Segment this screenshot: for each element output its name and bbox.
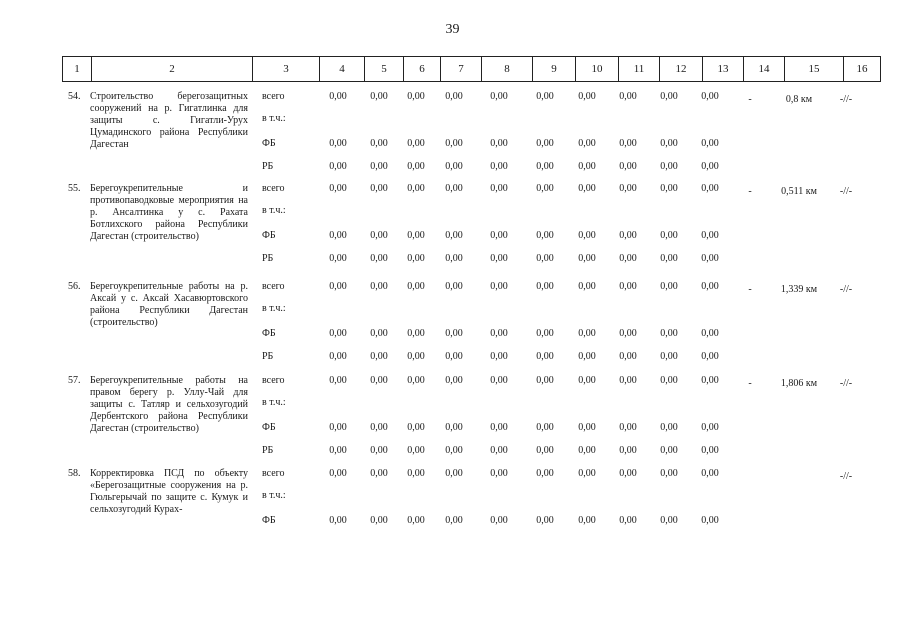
value-cell-col-10: 0,00 [578, 375, 596, 386]
value-cell-col-5: 0,00 [370, 138, 388, 149]
value-cell-col-5: 0,00 [370, 422, 388, 433]
value-cell-col-10: 0,00 [578, 328, 596, 339]
value-cell-col-7: 0,00 [445, 351, 463, 362]
value-cell-col-12: 0,00 [660, 468, 678, 479]
value-cell-col-4: 0,00 [329, 183, 347, 194]
value-cell-col-8: 0,00 [490, 91, 508, 102]
value-cell-col-13: 0,00 [701, 468, 719, 479]
value-cell-col-11: 0,00 [619, 515, 637, 526]
value-cell-col-6: 0,00 [407, 161, 425, 172]
value-cell-col-10: 0,00 [578, 351, 596, 362]
funding-label: всего [262, 183, 285, 194]
funding-label: в т.ч.: [262, 303, 286, 314]
funding-label: всего [262, 281, 285, 292]
funding-label: всего [262, 375, 285, 386]
value-cell-col-9: 0,00 [536, 375, 554, 386]
funding-label: ФБ [262, 230, 276, 241]
value-cell-col-11: 0,00 [619, 253, 637, 264]
value-cell-col-11: 0,00 [619, 230, 637, 241]
value-cell-col-9: 0,00 [536, 138, 554, 149]
value-cell-col-13: 0,00 [701, 91, 719, 102]
value-cell-col-5: 0,00 [370, 515, 388, 526]
value-cell-col-12: 0,00 [660, 91, 678, 102]
value-cell-col-5: 0,00 [370, 161, 388, 172]
col14-cell: - [748, 186, 752, 197]
column-header-table [62, 56, 881, 82]
value-cell-col-10: 0,00 [578, 253, 596, 264]
length-cell: 1,806 км [780, 378, 818, 389]
value-cell-col-11: 0,00 [619, 468, 637, 479]
length-cell: 0,8 км [785, 94, 813, 105]
value-cell-col-4: 0,00 [329, 253, 347, 264]
funding-label: в т.ч.: [262, 397, 286, 408]
funding-label: РБ [262, 161, 274, 172]
header-row [63, 57, 881, 82]
value-cell-col-8: 0,00 [490, 422, 508, 433]
header-cell-5: 5 [365, 57, 404, 82]
value-cell-col-6: 0,00 [407, 515, 425, 526]
value-cell-col-12: 0,00 [660, 230, 678, 241]
value-cell-col-12: 0,00 [660, 183, 678, 194]
value-cell-col-6: 0,00 [407, 468, 425, 479]
header-cell-16: 16 [844, 57, 881, 82]
value-cell-col-7: 0,00 [445, 468, 463, 479]
funding-label: РБ [262, 445, 274, 456]
object-description: Берегоукрепительные работы на правом берегу р. Уллу-Чай для защиты с. Татляр и сельхозугодий Дербентского района Республики Дагестан (строительство) [90, 375, 248, 434]
value-cell-col-8: 0,00 [490, 230, 508, 241]
value-cell-col-10: 0,00 [578, 281, 596, 292]
value-cell-col-6: 0,00 [407, 230, 425, 241]
value-cell-col-9: 0,00 [536, 230, 554, 241]
value-cell-col-13: 0,00 [701, 445, 719, 456]
value-cell-col-8: 0,00 [490, 351, 508, 362]
value-cell-col-6: 0,00 [407, 375, 425, 386]
value-cell-col-13: 0,00 [701, 183, 719, 194]
value-cell-col-5: 0,00 [370, 351, 388, 362]
value-cell-col-5: 0,00 [370, 281, 388, 292]
funding-label: ФБ [262, 138, 276, 149]
value-cell-col-7: 0,00 [445, 445, 463, 456]
value-cell-col-11: 0,00 [619, 375, 637, 386]
value-cell-col-11: 0,00 [619, 445, 637, 456]
row-number: 58. [68, 468, 81, 479]
value-cell-col-13: 0,00 [701, 230, 719, 241]
value-cell-col-9: 0,00 [536, 351, 554, 362]
header-cell-12: 12 [660, 57, 703, 82]
value-cell-col-7: 0,00 [445, 281, 463, 292]
row-number: 57. [68, 375, 81, 386]
value-cell-col-12: 0,00 [660, 375, 678, 386]
value-cell-col-5: 0,00 [370, 445, 388, 456]
header-cell-10: 10 [576, 57, 619, 82]
row-number: 56. [68, 281, 81, 292]
value-cell-col-13: 0,00 [701, 138, 719, 149]
value-cell-col-9: 0,00 [536, 445, 554, 456]
col16-cell: -//- [839, 186, 853, 197]
funding-label: всего [262, 91, 285, 102]
value-cell-col-10: 0,00 [578, 138, 596, 149]
value-cell-col-4: 0,00 [329, 91, 347, 102]
value-cell-col-11: 0,00 [619, 91, 637, 102]
funding-label: всего [262, 468, 285, 479]
funding-label: ФБ [262, 515, 276, 526]
value-cell-col-13: 0,00 [701, 161, 719, 172]
col16-cell: -//- [839, 94, 853, 105]
value-cell-col-7: 0,00 [445, 91, 463, 102]
value-cell-col-11: 0,00 [619, 328, 637, 339]
value-cell-col-12: 0,00 [660, 351, 678, 362]
value-cell-col-12: 0,00 [660, 445, 678, 456]
value-cell-col-4: 0,00 [329, 281, 347, 292]
value-cell-col-12: 0,00 [660, 138, 678, 149]
value-cell-col-6: 0,00 [407, 351, 425, 362]
value-cell-col-8: 0,00 [490, 515, 508, 526]
value-cell-col-8: 0,00 [490, 468, 508, 479]
value-cell-col-5: 0,00 [370, 253, 388, 264]
funding-label: ФБ [262, 422, 276, 433]
object-description: Берегоукрепительные работы на р. Аксай у с. Аксай Хасавюртовского района Республики Дагестан (строительство) [90, 281, 248, 328]
value-cell-col-13: 0,00 [701, 281, 719, 292]
value-cell-col-7: 0,00 [445, 422, 463, 433]
value-cell-col-12: 0,00 [660, 422, 678, 433]
value-cell-col-9: 0,00 [536, 91, 554, 102]
value-cell-col-12: 0,00 [660, 281, 678, 292]
row-number: 55. [68, 183, 81, 194]
value-cell-col-6: 0,00 [407, 445, 425, 456]
value-cell-col-8: 0,00 [490, 445, 508, 456]
value-cell-col-4: 0,00 [329, 230, 347, 241]
page-number: 39 [445, 22, 460, 37]
value-cell-col-4: 0,00 [329, 515, 347, 526]
value-cell-col-4: 0,00 [329, 375, 347, 386]
value-cell-col-6: 0,00 [407, 183, 425, 194]
value-cell-col-6: 0,00 [407, 328, 425, 339]
value-cell-col-7: 0,00 [445, 138, 463, 149]
value-cell-col-13: 0,00 [701, 375, 719, 386]
funding-label: ФБ [262, 328, 276, 339]
funding-label: в т.ч.: [262, 490, 286, 501]
value-cell-col-9: 0,00 [536, 253, 554, 264]
object-description: Строительство берегозащитных сооружений на р. Гигатлинка для защиты с. Гигатли-Урух Цумадинского района Республики Дагестан [90, 91, 248, 150]
header-cell-3: 3 [253, 57, 320, 82]
value-cell-col-5: 0,00 [370, 91, 388, 102]
value-cell-col-8: 0,00 [490, 328, 508, 339]
value-cell-col-11: 0,00 [619, 281, 637, 292]
value-cell-col-10: 0,00 [578, 161, 596, 172]
value-cell-col-6: 0,00 [407, 138, 425, 149]
value-cell-col-9: 0,00 [536, 183, 554, 194]
value-cell-col-10: 0,00 [578, 515, 596, 526]
value-cell-col-8: 0,00 [490, 253, 508, 264]
header-cell-15: 15 [785, 57, 844, 82]
row-number: 54. [68, 91, 81, 102]
value-cell-col-10: 0,00 [578, 422, 596, 433]
header-cell-6: 6 [404, 57, 441, 82]
value-cell-col-9: 0,00 [536, 281, 554, 292]
header-cell-2: 2 [92, 57, 253, 82]
value-cell-col-5: 0,00 [370, 183, 388, 194]
header-cell-13: 13 [703, 57, 744, 82]
value-cell-col-5: 0,00 [370, 375, 388, 386]
value-cell-col-7: 0,00 [445, 161, 463, 172]
value-cell-col-8: 0,00 [490, 161, 508, 172]
value-cell-col-8: 0,00 [490, 183, 508, 194]
value-cell-col-10: 0,00 [578, 468, 596, 479]
value-cell-col-4: 0,00 [329, 328, 347, 339]
col16-cell: -//- [839, 284, 853, 295]
funding-label: РБ [262, 253, 274, 264]
value-cell-col-6: 0,00 [407, 281, 425, 292]
col16-cell: -//- [839, 378, 853, 389]
value-cell-col-10: 0,00 [578, 230, 596, 241]
object-description: Корректировка ПСД по объекту «Берегозащитные сооружения на р. Гюльгерычай по защите с. Кумук и сельхозугодий Курах- [90, 468, 248, 515]
value-cell-col-7: 0,00 [445, 230, 463, 241]
value-cell-col-12: 0,00 [660, 328, 678, 339]
header-cell-7: 7 [441, 57, 482, 82]
value-cell-col-6: 0,00 [407, 422, 425, 433]
value-cell-col-9: 0,00 [536, 328, 554, 339]
value-cell-col-11: 0,00 [619, 351, 637, 362]
value-cell-col-4: 0,00 [329, 445, 347, 456]
header-cell-8: 8 [482, 57, 533, 82]
value-cell-col-8: 0,00 [490, 138, 508, 149]
value-cell-col-7: 0,00 [445, 253, 463, 264]
value-cell-col-10: 0,00 [578, 91, 596, 102]
value-cell-col-11: 0,00 [619, 161, 637, 172]
funding-label: РБ [262, 351, 274, 362]
value-cell-col-6: 0,00 [407, 91, 425, 102]
value-cell-col-4: 0,00 [329, 351, 347, 362]
value-cell-col-13: 0,00 [701, 422, 719, 433]
value-cell-col-9: 0,00 [536, 422, 554, 433]
header-cell-9: 9 [533, 57, 576, 82]
header-cell-4: 4 [320, 57, 365, 82]
value-cell-col-7: 0,00 [445, 375, 463, 386]
header-cell-11: 11 [619, 57, 660, 82]
value-cell-col-13: 0,00 [701, 328, 719, 339]
value-cell-col-9: 0,00 [536, 468, 554, 479]
col14-cell: - [748, 94, 752, 105]
value-cell-col-13: 0,00 [701, 515, 719, 526]
value-cell-col-4: 0,00 [329, 138, 347, 149]
value-cell-col-4: 0,00 [329, 422, 347, 433]
value-cell-col-5: 0,00 [370, 230, 388, 241]
object-description: Берегоукрепительные и противопаводковые мероприятия на р. Ансалтинка у с. Рахата Ботлихского района Республики Дагестан (строительство) [90, 183, 248, 242]
value-cell-col-9: 0,00 [536, 161, 554, 172]
header-cell-1: 1 [63, 57, 92, 82]
value-cell-col-10: 0,00 [578, 183, 596, 194]
value-cell-col-9: 0,00 [536, 515, 554, 526]
value-cell-col-12: 0,00 [660, 161, 678, 172]
col16-cell: -//- [839, 471, 853, 482]
value-cell-col-12: 0,00 [660, 515, 678, 526]
funding-label: в т.ч.: [262, 113, 286, 124]
value-cell-col-4: 0,00 [329, 161, 347, 172]
value-cell-col-11: 0,00 [619, 138, 637, 149]
value-cell-col-12: 0,00 [660, 253, 678, 264]
value-cell-col-8: 0,00 [490, 281, 508, 292]
funding-label: в т.ч.: [262, 205, 286, 216]
value-cell-col-10: 0,00 [578, 445, 596, 456]
value-cell-col-13: 0,00 [701, 351, 719, 362]
header-cell-14: 14 [744, 57, 785, 82]
value-cell-col-8: 0,00 [490, 375, 508, 386]
value-cell-col-5: 0,00 [370, 468, 388, 479]
value-cell-col-6: 0,00 [407, 253, 425, 264]
value-cell-col-13: 0,00 [701, 253, 719, 264]
value-cell-col-11: 0,00 [619, 422, 637, 433]
value-cell-col-7: 0,00 [445, 183, 463, 194]
col14-cell: - [748, 284, 752, 295]
value-cell-col-11: 0,00 [619, 183, 637, 194]
value-cell-col-7: 0,00 [445, 328, 463, 339]
col14-cell: - [748, 378, 752, 389]
value-cell-col-5: 0,00 [370, 328, 388, 339]
value-cell-col-7: 0,00 [445, 515, 463, 526]
length-cell: 1,339 км [780, 284, 818, 295]
value-cell-col-4: 0,00 [329, 468, 347, 479]
length-cell: 0,511 км [781, 186, 817, 197]
